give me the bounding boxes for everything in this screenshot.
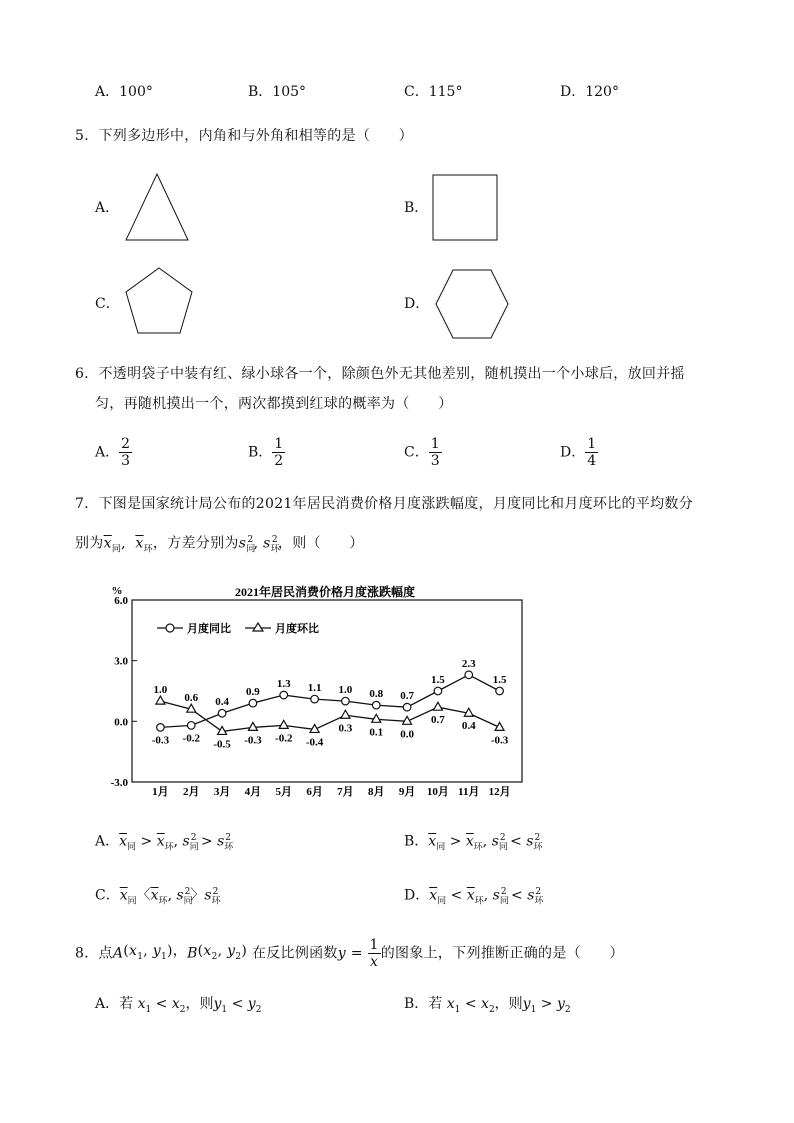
- x-tick-label: 7月: [337, 786, 354, 798]
- hexagon-figure: [434, 268, 510, 340]
- option-letter: D．: [560, 84, 586, 100]
- point-triangle: [248, 722, 257, 730]
- legend-label: 月度同比: [187, 623, 231, 635]
- data-label: -0.3: [244, 734, 262, 747]
- chart-ylabel: %: [111, 585, 123, 597]
- x-tick-label: 6月: [306, 786, 323, 798]
- fraction: $\frac{1}{x}$: [369, 937, 379, 970]
- option-text: 100°: [119, 84, 153, 100]
- legend-circle-marker: [166, 624, 174, 632]
- y-axis-ticks: [111, 595, 137, 789]
- x-tick-label: 3月: [213, 786, 231, 798]
- cpi-chart: [95, 580, 535, 800]
- fraction: $\frac{1}{3}$: [430, 436, 440, 469]
- point-circle: [187, 722, 195, 730]
- q8-option-a: A．若 $x_1 < x_2$，则$y_1 < y_2$: [95, 996, 262, 1015]
- data-label: -0.2: [275, 732, 293, 745]
- data-label: 1.0: [338, 684, 353, 697]
- x-tick-label: 4月: [244, 786, 262, 798]
- point-circle: [434, 687, 442, 695]
- x-tick-label: 2月: [183, 786, 200, 798]
- fraction: $\frac{1}{2}$: [274, 436, 284, 469]
- q6-option-c: [404, 436, 442, 469]
- x-tick-label: 11月: [458, 786, 480, 798]
- y-tick-label: -3.0: [110, 777, 128, 789]
- line-chart-svg: [95, 580, 535, 800]
- point-circle: [311, 695, 319, 703]
- data-label: 0.9: [246, 686, 260, 699]
- option-letter: B．: [248, 84, 273, 100]
- q4-option-d: [560, 82, 619, 102]
- option-text: 120°: [585, 84, 619, 100]
- option-letter: A．: [95, 444, 120, 461]
- x-tick-label: 12月: [488, 786, 511, 798]
- option-letter: C．: [404, 444, 429, 461]
- y-tick-label: 3.0: [114, 655, 128, 668]
- point-circle: [157, 724, 165, 732]
- triangle-figure: [124, 172, 190, 242]
- q6-stem-line2: 匀，再随机摸出一个，两次都摸到红球的概率为（ ）: [95, 396, 453, 412]
- data-label: 0.8: [369, 688, 384, 701]
- data-label: 1.5: [431, 674, 445, 686]
- x-tick-label: 1月: [152, 786, 169, 798]
- q4-option-c: [404, 82, 462, 102]
- fraction: $\frac{1}{4}$: [587, 436, 597, 469]
- q7-option-a: A．$\overline{x}_同 > \overline{x}_环$, $s_同^2 > s_环^2$: [95, 833, 234, 853]
- q5-option-b-letter: B．: [404, 200, 429, 216]
- legend-label: 月度环比: [275, 623, 319, 635]
- x-tick-label: 10月: [426, 786, 449, 798]
- point-circle: [496, 687, 504, 695]
- q6-option-d: [560, 436, 598, 469]
- data-label: 0.4: [461, 720, 476, 733]
- data-label: 0.7: [400, 690, 414, 703]
- data-label: 1.1: [307, 682, 322, 695]
- y-tick-label: 6.0: [114, 595, 128, 607]
- data-label: -0.3: [490, 734, 509, 747]
- data-label: 2.3: [461, 657, 476, 670]
- option-text: 115°: [428, 84, 463, 100]
- square-figure: [432, 174, 498, 242]
- q5-stem: 5．下列多边形中，内角和与外角和相等的是（ ）: [75, 128, 414, 144]
- point-circle: [342, 697, 350, 705]
- point-circle: [218, 709, 226, 717]
- data-label: -0.2: [182, 732, 200, 745]
- data-label: 1.5: [492, 674, 507, 686]
- chart-series: [152, 658, 509, 751]
- data-label: 0.3: [338, 722, 353, 735]
- q7-stem-line2: 别为$\overline{x}_同$, $\overline{x}_环$，方差分别为$s_同^2$, $s_环^2$，则（ ）: [75, 535, 364, 555]
- x-tick-label: 9月: [398, 786, 416, 798]
- option-letter: C．: [404, 84, 429, 100]
- option-letter: D．: [560, 444, 586, 461]
- x-tick-label: 5月: [275, 786, 292, 798]
- point-circle: [465, 671, 473, 679]
- data-label: 0.7: [431, 714, 445, 727]
- point-triangle: [279, 720, 288, 728]
- q5-option-a-letter: A．: [95, 200, 120, 216]
- q6-option-a: [95, 436, 132, 469]
- series-line: [160, 675, 499, 728]
- q6-option-b: [248, 436, 285, 469]
- point-circle: [372, 701, 380, 709]
- q7-stem-line1: 7．下图是国家统计局公布的2021年居民消费价格月度涨跌幅度，月度同比和月度环比的平均数分: [75, 496, 694, 512]
- q7-option-c: C．$\overline{x}_同$〈$\overline{x}_环$, $s_同^2$〉$s_环^2$: [95, 887, 221, 907]
- point-triangle: [341, 710, 350, 718]
- series-line: [160, 701, 499, 731]
- point-circle: [403, 703, 411, 711]
- x-tick-label: 8月: [368, 786, 385, 798]
- option-text: 105°: [272, 84, 307, 100]
- data-label: -0.3: [151, 734, 170, 747]
- q8-option-b: B．若 $x_1 < x_2$，则$y_1 > y_2$: [404, 996, 571, 1015]
- chart-title: 2021年居民消费价格月度涨跌幅度: [234, 585, 416, 599]
- option-letter: B．: [248, 444, 273, 461]
- data-label: 0.1: [369, 726, 384, 739]
- point-circle: [249, 699, 257, 707]
- q6-stem-line1: 6．不透明袋子中装有红、绿小球各一个，除颜色外无其他差别，随机摸出一个小球后，放回并摇: [75, 366, 685, 382]
- fraction: $\frac{2}{3}$: [121, 436, 131, 469]
- point-circle: [280, 691, 288, 699]
- x-axis-ticks: [152, 785, 510, 798]
- q8-stem: 8．点$A(x_1$, $y_1$)，$B(x_2$, $y_2$) 在反比例函数y = $\frac{1}{x}$ 的图象上，下列推断正确的是（ ）: [75, 937, 624, 970]
- q5-option-c-letter: C．: [95, 296, 120, 312]
- legend-triangle-marker: [253, 623, 263, 631]
- data-label: 0.4: [215, 696, 229, 709]
- q7-option-b: B．$\overline{x}_同 > \overline{x}_环$, $s_同^2 < s_环^2$: [404, 833, 543, 853]
- q5-option-d-letter: D．: [404, 296, 430, 312]
- point-triangle: [156, 696, 165, 704]
- data-label: -0.4: [305, 736, 324, 749]
- data-label: 1.3: [276, 678, 291, 691]
- data-label: -0.5: [213, 738, 231, 751]
- point-triangle: [433, 702, 442, 710]
- option-letter: A．: [95, 84, 120, 100]
- q4-option-b: [248, 82, 306, 102]
- data-label: 0.0: [400, 728, 414, 741]
- q7-option-d: D．$\overline{x}_同 < \overline{x}_环$, $s_同^2 < s_环^2$: [404, 887, 544, 907]
- data-label: 0.6: [184, 692, 199, 705]
- pentagon-figure: [124, 266, 194, 336]
- chart-legend: [157, 621, 319, 635]
- data-label: 1.0: [153, 684, 168, 697]
- q4-option-a: [95, 82, 153, 102]
- y-tick-label: 0.0: [114, 716, 128, 729]
